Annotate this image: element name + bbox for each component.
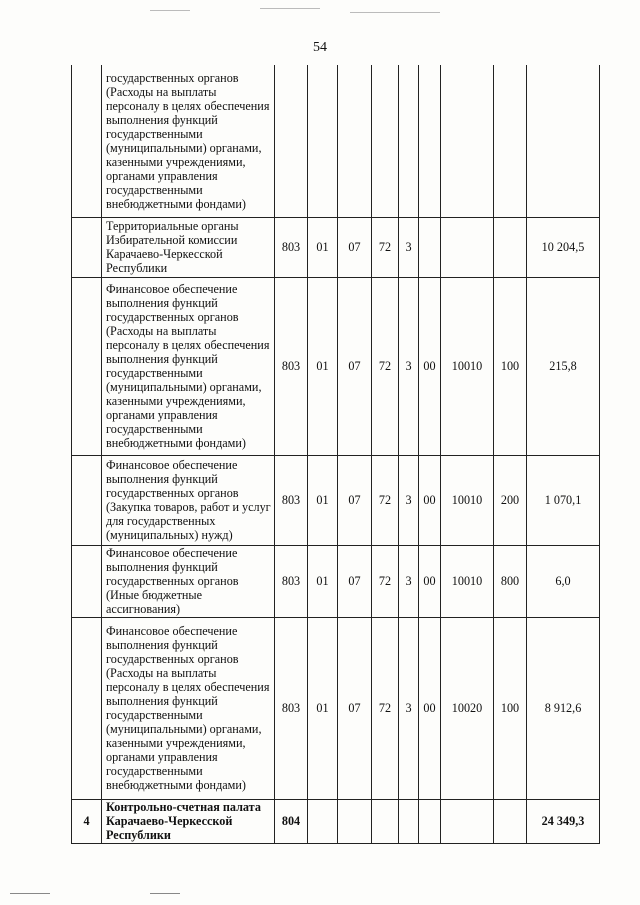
subsection-code-cell: 07 — [338, 545, 372, 617]
table-row — [72, 65, 600, 217]
section-code-cell: 01 — [308, 217, 338, 277]
table-row — [72, 545, 600, 617]
subprogram-code-cell: 3 — [399, 545, 419, 617]
expense-type-code-cell: 100 — [494, 277, 527, 455]
program-code-cell — [372, 65, 399, 217]
section-code-cell: 01 — [308, 617, 338, 799]
row-number-cell — [72, 455, 102, 545]
ministry-code-cell — [275, 65, 308, 217]
subprogram-code-cell: 3 — [399, 217, 419, 277]
subsection-code-cell: 07 — [338, 455, 372, 545]
direction-code-cell — [441, 799, 494, 843]
expense-type-code-cell: 200 — [494, 455, 527, 545]
subsection-code-cell — [338, 799, 372, 843]
row-number-cell — [72, 617, 102, 799]
subsection-code-cell: 07 — [338, 217, 372, 277]
page-number: 54 — [313, 40, 327, 55]
ministry-code-cell: 803 — [275, 277, 308, 455]
program-code-cell — [372, 799, 399, 843]
scan-bottom-line — [10, 893, 50, 894]
amount-cell: 215,8 — [527, 277, 600, 455]
expense-name-cell: Финансовое обеспечение выполнения функций государственных органов (Расходы на выплаты персоналу в целях обеспечения выполнения функций государственными (муниципальными) органами, казенными учреждениями, органами управления государственными внебюджетными фондами) — [102, 277, 275, 455]
expense-type-code-cell — [494, 217, 527, 277]
direction-code-cell: 10020 — [441, 617, 494, 799]
main-event-code-cell — [419, 217, 441, 277]
expense-type-code-cell — [494, 799, 527, 843]
expense-name-cell: Финансовое обеспечение выполнения функций государственных органов (Закупка товаров, работ и услуг для государственных (муниципальных) нужд) — [102, 455, 275, 545]
section-code-cell — [308, 65, 338, 217]
table-row — [72, 617, 600, 799]
program-code-cell: 72 — [372, 217, 399, 277]
main-event-code-cell: 00 — [419, 545, 441, 617]
scan-artifacts — [140, 0, 500, 20]
subprogram-code-cell: 3 — [399, 455, 419, 545]
subprogram-code-cell — [399, 65, 419, 217]
expense-type-code-cell: 100 — [494, 617, 527, 799]
direction-code-cell: 10010 — [441, 545, 494, 617]
expense-name-cell: Финансовое обеспечение выполнения функций государственных органов (Иные бюджетные ассигнования) — [102, 545, 275, 617]
amount-cell: 24 349,3 — [527, 799, 600, 843]
direction-code-cell — [441, 217, 494, 277]
budget-table — [71, 65, 600, 844]
amount-cell: 10 204,5 — [527, 217, 600, 277]
row-number-cell — [72, 65, 102, 217]
ministry-code-cell: 803 — [275, 217, 308, 277]
amount-cell — [527, 65, 600, 217]
subsection-code-cell: 07 — [338, 277, 372, 455]
subprogram-code-cell: 3 — [399, 617, 419, 799]
main-event-code-cell: 00 — [419, 277, 441, 455]
ministry-code-cell: 803 — [275, 617, 308, 799]
section-code-cell: 01 — [308, 545, 338, 617]
subprogram-code-cell — [399, 799, 419, 843]
main-event-code-cell — [419, 799, 441, 843]
scan-bottom-line — [150, 893, 180, 894]
direction-code-cell: 10010 — [441, 277, 494, 455]
subprogram-code-cell: 3 — [399, 277, 419, 455]
subsection-code-cell — [338, 65, 372, 217]
subsection-code-cell: 07 — [338, 617, 372, 799]
expense-name-cell: Финансовое обеспечение выполнения функций государственных органов (Расходы на выплаты персоналу в целях обеспечения выполнения функций государственными (муниципальными) органами, казенными учреждениями, органами управления государственными внебюджетными фондами) — [102, 617, 275, 799]
amount-cell: 8 912,6 — [527, 617, 600, 799]
table-row — [72, 217, 600, 277]
expense-name-cell: государственных органов (Расходы на выплаты персоналу в целях обеспечения выполнения функций государственными (муниципальными) органами, казенными учреждениями, органами управления государственными внебюджетными фондами) — [102, 65, 275, 217]
table-row — [72, 799, 600, 843]
expense-name-cell: Территориальные органы Избирательной комиссии Карачаево-Черкесской Республики — [102, 217, 275, 277]
direction-code-cell: 10010 — [441, 455, 494, 545]
program-code-cell: 72 — [372, 455, 399, 545]
table-body — [72, 65, 600, 843]
expense-type-code-cell — [494, 65, 527, 217]
section-code-cell: 01 — [308, 277, 338, 455]
section-code-cell: 01 — [308, 455, 338, 545]
row-number-cell — [72, 545, 102, 617]
program-code-cell: 72 — [372, 617, 399, 799]
expense-type-code-cell: 800 — [494, 545, 527, 617]
ministry-code-cell: 803 — [275, 545, 308, 617]
row-number-cell — [72, 277, 102, 455]
program-code-cell: 72 — [372, 277, 399, 455]
ministry-code-cell: 803 — [275, 455, 308, 545]
table-row — [72, 277, 600, 455]
main-event-code-cell: 00 — [419, 617, 441, 799]
amount-cell: 1 070,1 — [527, 455, 600, 545]
row-number-cell — [72, 217, 102, 277]
program-code-cell: 72 — [372, 545, 399, 617]
row-number-cell: 4 — [72, 799, 102, 843]
main-event-code-cell — [419, 65, 441, 217]
section-code-cell — [308, 799, 338, 843]
direction-code-cell — [441, 65, 494, 217]
expense-name-cell: Контрольно-счетная палата Карачаево-Черкесской Республики — [102, 799, 275, 843]
ministry-code-cell: 804 — [275, 799, 308, 843]
table-row — [72, 455, 600, 545]
amount-cell: 6,0 — [527, 545, 600, 617]
main-event-code-cell: 00 — [419, 455, 441, 545]
